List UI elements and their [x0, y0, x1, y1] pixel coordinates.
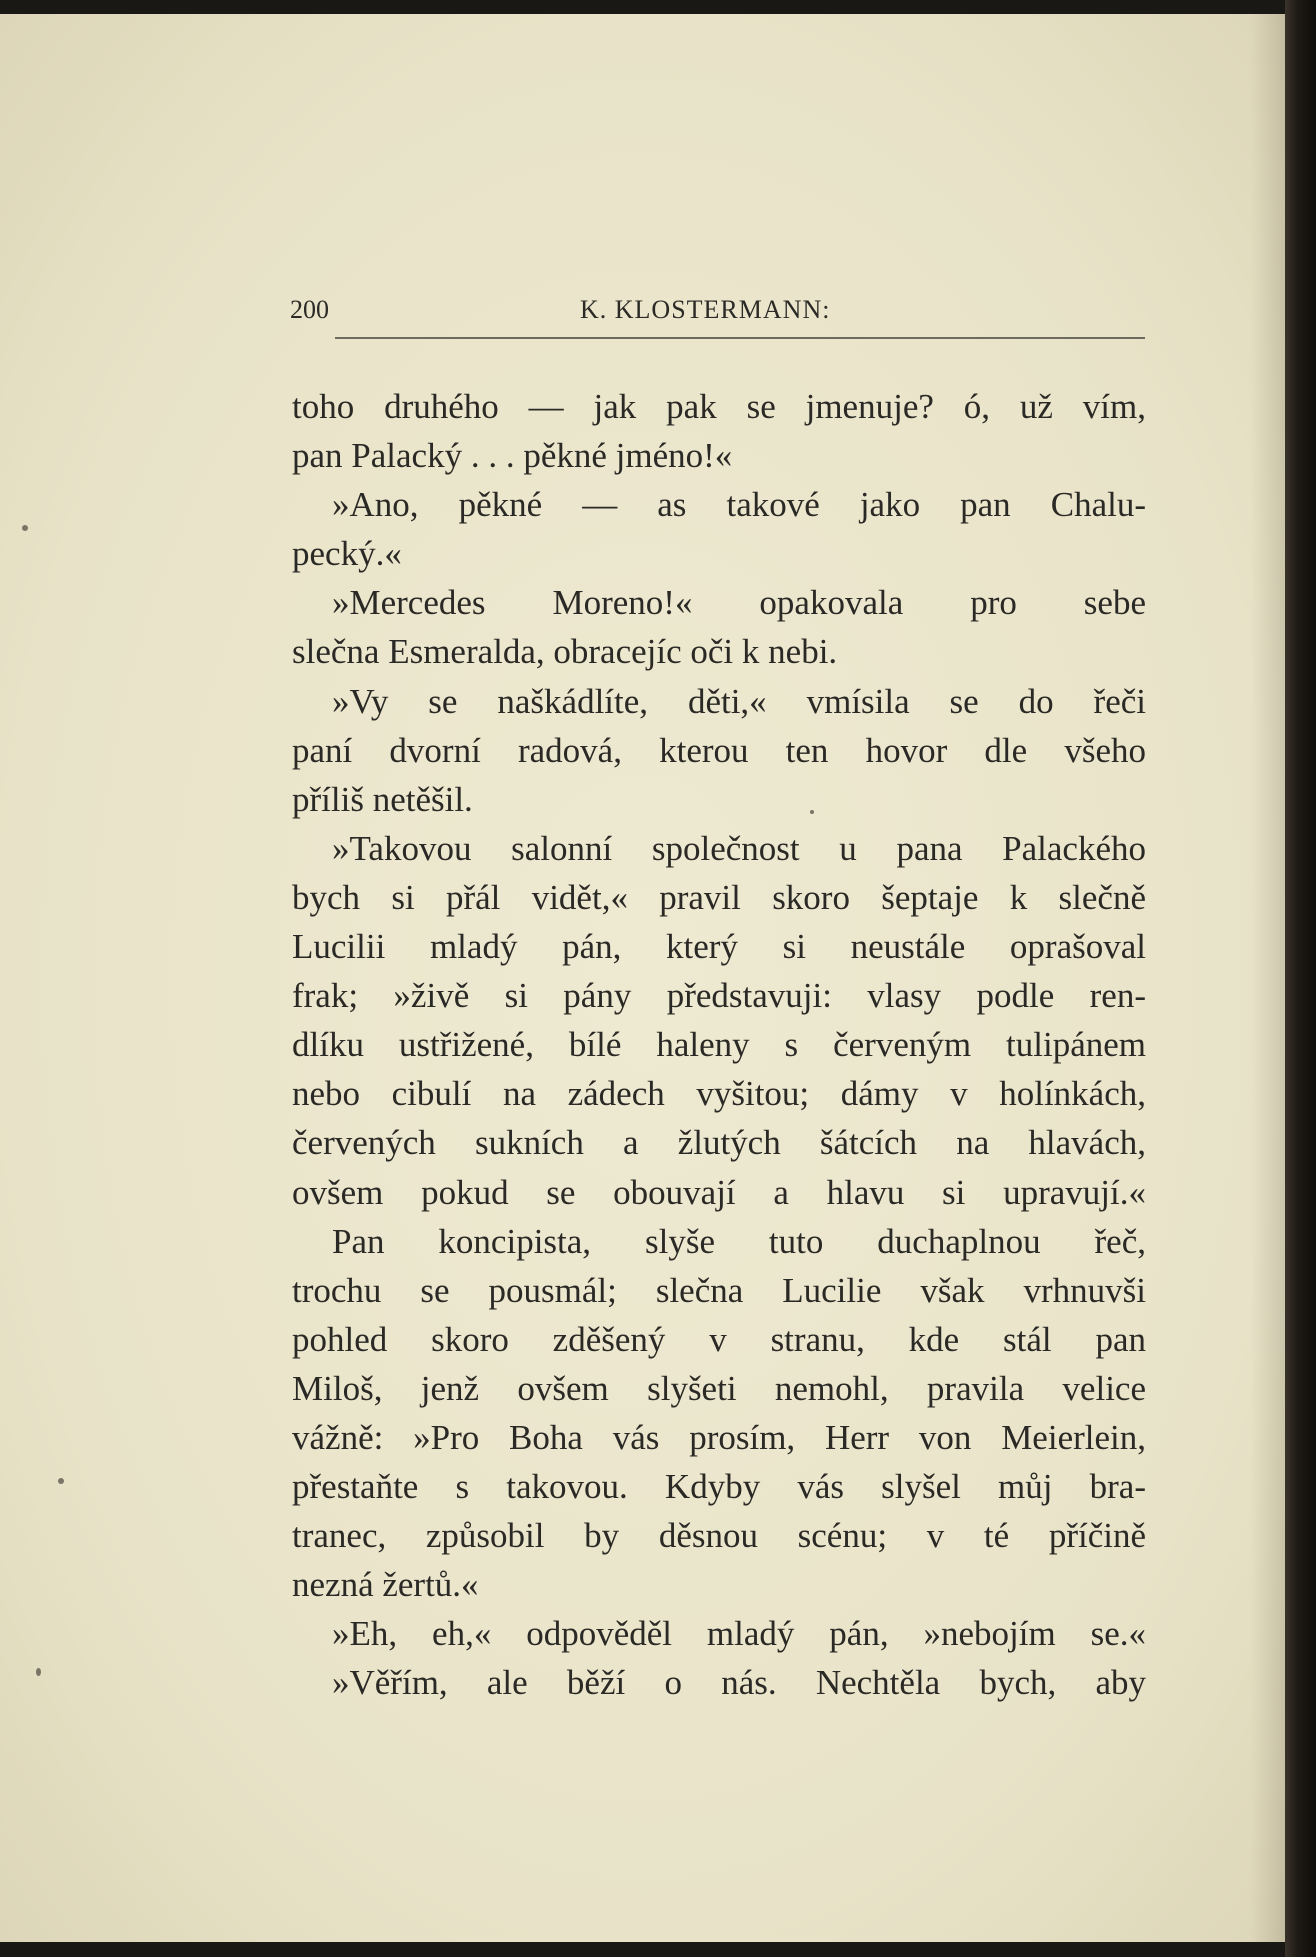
text-line: vážně: »Pro Boha vás prosím, Herr von Meierlein, [292, 1417, 1146, 1457]
text-line: trochu se pousmál; slečna Lucilie však vrhnuvši [292, 1270, 1146, 1310]
text-line: červených sukních a žlutých šátcích na hlavách, [292, 1123, 1146, 1163]
paper-speck [810, 810, 814, 814]
text-line: nebo cibulí na zádech vyšitou; dámy v holínkách, [292, 1074, 1146, 1114]
text-line: »Mercedes Moreno!« opakovala pro sebe [332, 583, 1146, 623]
text-line: »Ano, pěkné — as takové jako pan Chalu- [332, 485, 1146, 525]
text-line: Lucilii mladý pán, který si neustále oprašoval [292, 927, 1146, 967]
text-line: tranec, způsobil by děsnou scénu; v té příčině [292, 1516, 1146, 1556]
text-line: příliš netěšil. [292, 779, 473, 819]
text-line: »Takovou salonní společnost u pana Palackého [332, 828, 1146, 868]
paper-speck [58, 1478, 64, 1484]
text-line: pan Palacký . . . pěkné jméno!« [292, 436, 733, 476]
text-line: dlíku ustřižené, bílé haleny s červeným tulipánem [292, 1025, 1146, 1065]
text-line: toho druhého — jak pak se jmenuje? ó, už vím, [292, 387, 1146, 426]
text-line: bych si přál vidět,« pravil skoro šeptaje k slečně [292, 877, 1146, 917]
paper-speck [36, 1668, 41, 1676]
text-line: paní dvorní radová, kterou ten hovor dle všeho [292, 730, 1146, 770]
page-gutter-shadow [1250, 14, 1285, 1942]
text-line: pecký.« [292, 534, 402, 574]
text-line: přestaňte s takovou. Kdyby vás slyšel můj bra- [292, 1467, 1146, 1507]
running-title: K. KLOSTERMANN: [580, 295, 831, 324]
text-line: »Vy se naškádlíte, děti,« vmísila se do řeči [332, 681, 1146, 721]
text-line: »Věřím, ale běží o nás. Nechtěla bych, aby [332, 1663, 1146, 1703]
text-line: nezná žertů.« [292, 1565, 479, 1605]
text-line: ovšem pokud se obouvají a hlavu si upravují.« [292, 1172, 1146, 1212]
paper-speck [22, 525, 28, 531]
body-text [292, 382, 1146, 1708]
page-number: 200 [290, 295, 329, 324]
text-line: Pan koncipista, slyše tuto duchaplnou řeč, [332, 1221, 1146, 1261]
text-line: »Eh, eh,« odpověděl mladý pán, »nebojím se.« [332, 1614, 1146, 1654]
book-edge [1285, 0, 1316, 1957]
text-line: Miloš, jenž ovšem slyšeti nemohl, pravila velice [292, 1368, 1146, 1408]
text-line: pohled skoro zděšený v stranu, kde stál pan [292, 1319, 1146, 1359]
text-line: slečna Esmeralda, obracejíc oči k nebi. [292, 632, 838, 672]
header-rule [335, 337, 1145, 339]
running-header [290, 295, 1145, 335]
text-line: frak; »živě si pány představuji: vlasy podle ren- [292, 976, 1146, 1016]
